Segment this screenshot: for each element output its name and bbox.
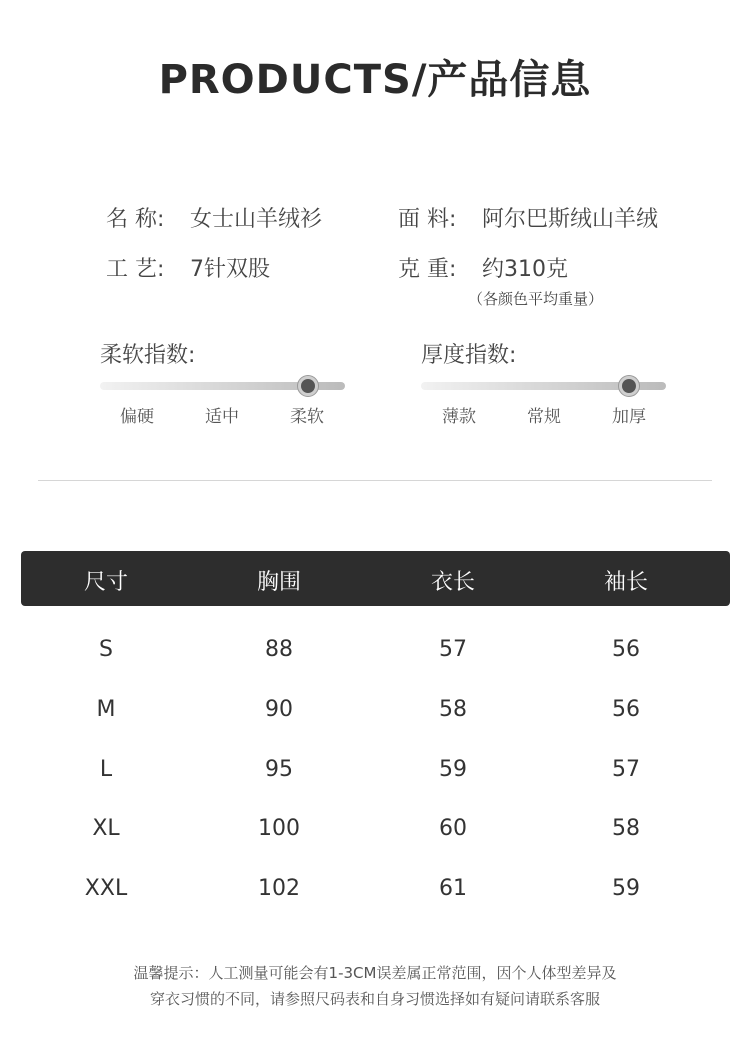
softness-tick-low: 偏硬 (120, 407, 154, 427)
craft-label: 工 艺: (106, 257, 165, 282)
thickness-tick-low: 薄款 (442, 407, 476, 427)
header-sleeve: 袖长 (603, 570, 649, 595)
name-value: 女士山羊绒衫 (190, 207, 323, 232)
softness-tick-high: 柔软 (290, 407, 324, 427)
tip-line-2: 穿衣习惯的不同，请参照尺码表和自身习惯选择如有疑问请联系客服 (149, 990, 600, 1008)
fabric-value: 阿尔巴斯绒山羊绒 (482, 207, 659, 232)
table-cell: 95 (265, 756, 293, 782)
weight-label: 克 重: (398, 257, 457, 282)
table-cell: 56 (612, 637, 640, 662)
weight-note: （各颜色平均重量） (468, 290, 604, 308)
size-table-header (21, 551, 730, 606)
softness-label: 柔软指数: (100, 343, 196, 368)
table-cell: 57 (439, 637, 467, 662)
header-chest: 胸围 (256, 570, 302, 595)
table-cell: 56 (612, 696, 640, 722)
header-length: 衣长 (430, 570, 476, 595)
section-divider (38, 480, 712, 481)
table-cell: 60 (439, 816, 467, 842)
softness-knob (298, 376, 318, 396)
craft-value: 7针双股 (190, 257, 270, 282)
table-cell: 61 (439, 876, 467, 902)
info-name (106, 202, 322, 233)
table-cell: 102 (258, 876, 300, 902)
info-fabric (398, 202, 658, 233)
table-cell: M (96, 696, 116, 722)
header-size: 尺寸 (83, 570, 129, 595)
softness-tick-mid: 适中 (205, 407, 239, 427)
table-cell: 58 (612, 816, 640, 842)
table-cell: 59 (612, 876, 640, 902)
table-cell: L (99, 756, 113, 782)
info-weight (398, 252, 568, 283)
thickness-knob (619, 376, 639, 396)
table-cell: 88 (265, 637, 293, 662)
name-label: 名 称: (106, 207, 165, 232)
table-cell: XXL (84, 876, 128, 902)
table-cell: S (99, 637, 113, 662)
info-craft (106, 252, 270, 283)
table-cell: 90 (265, 696, 293, 722)
thickness-tick-high: 加厚 (612, 407, 646, 427)
fabric-label: 面 料: (398, 207, 457, 232)
weight-value: 约310克 (482, 257, 568, 282)
thickness-tick-mid: 常规 (527, 407, 561, 427)
thickness-label: 厚度指数: (421, 343, 517, 368)
table-cell: 59 (439, 756, 467, 782)
table-cell: XL (92, 816, 120, 842)
table-cell: 57 (612, 756, 640, 782)
table-cell: 58 (439, 696, 467, 722)
tip-line-1: 温馨提示：人工测量可能会有1-3CM误差属正常范围，因个人体型差异及 (133, 964, 617, 982)
page-title: PRODUCTS/产品信息 (158, 57, 592, 103)
table-cell: 100 (258, 816, 300, 842)
